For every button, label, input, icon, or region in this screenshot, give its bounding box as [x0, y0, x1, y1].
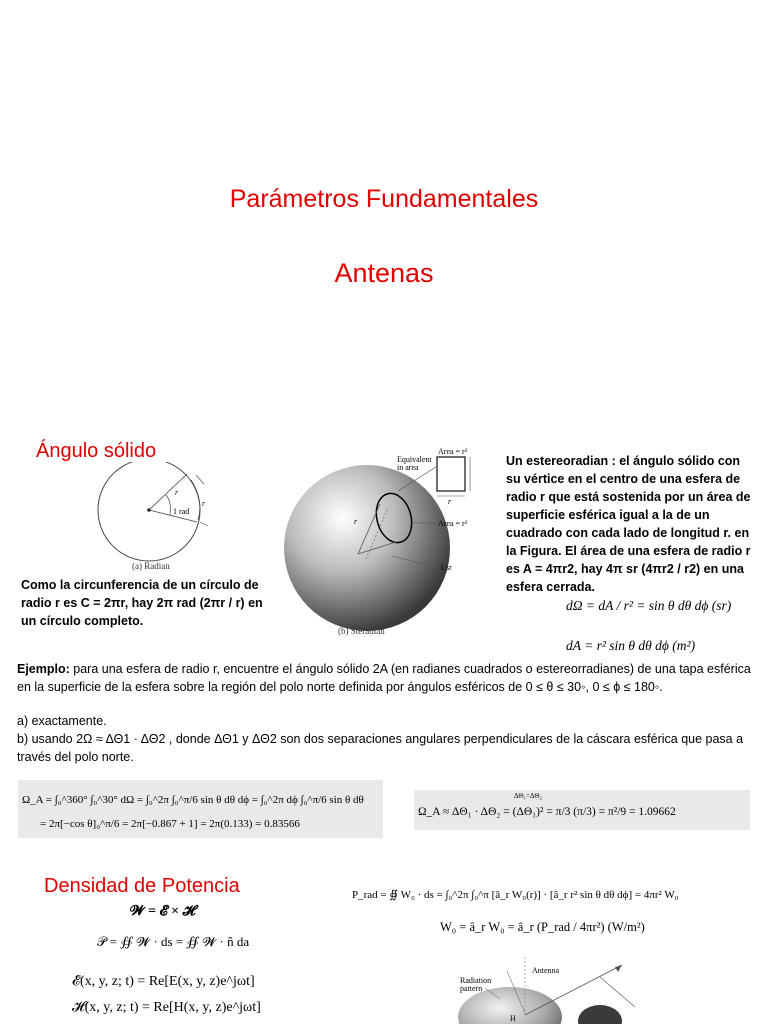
steradian-label-area1: Area = r²	[438, 447, 468, 456]
equation-e-field: 𝓔(x, y, z; t) = Re[E(x, y, z)e^jωt]	[72, 974, 255, 989]
equation-poynting: 𝓦 = 𝓔 × 𝓗	[130, 904, 196, 919]
page-title: Parámetros Fundamentales	[229, 185, 539, 213]
steradian-caption: (b) Steradian	[338, 626, 385, 636]
radian-label-rad: 1 rad	[173, 507, 190, 516]
radiation-label-radiation: Radiation	[460, 976, 492, 985]
equation-box-exact	[18, 780, 383, 838]
equation-d-omega: dΩ = dA / r² = sin θ dθ dϕ (sr)	[566, 598, 732, 613]
equation-power-integral: 𝒫 = ∯ 𝓦 · ds = ∯ 𝓦 · n̂ da	[97, 934, 250, 949]
steradian-label-equiv2: in area	[397, 463, 419, 472]
page-subtitle: Antenas	[334, 258, 434, 288]
steradian-label-equiv: Equivalent	[397, 455, 432, 464]
steradian-label-sr: 1 sr	[440, 563, 452, 572]
equation-approx-over: ΔΘ₁=ΔΘ₂	[514, 792, 542, 800]
steradian-figure	[280, 446, 495, 636]
radian-label-r1: r	[175, 488, 179, 497]
section-heading-solid-angle: Ángulo sólido	[36, 440, 157, 462]
example-text: para una esfera de radio r, encuentre el ángulo sólido 2A (en radianes cuadrados o estereorradianes) de una tapa esférica en la superficie de la esfera sobre la región del polo norte definida por ángulos esféricos de 0 ≤ θ ≤ 30◦, 0 ≤ ϕ ≤ 180◦.	[17, 662, 751, 694]
example-statement	[17, 660, 755, 696]
example-part-b: b) usando 2Ω ≈ ΔΘ1 · ΔΘ2 , donde ΔΘ1 y ΔΘ2 son dos separaciones angulares perpendiculares de la cáscara esférica que pasa a través del polo norte.	[17, 732, 744, 764]
equation-approx: Ω_A ≈ ΔΘ₁ · ΔΘ₂ = (ΔΘ₁)² = π/3 (π/3) = π²/9 = 1.09662	[418, 806, 676, 818]
radiation-label-h: H	[510, 1014, 516, 1023]
equation-box-approx	[414, 790, 750, 830]
equation-exact-line1: Ω_A = ∫₀^360° ∫₀^30° dΩ = ∫₀^2π ∫₀^π/6 sin θ dθ dϕ = ∫₀^2π dϕ ∫₀^π/6 sin θ dθ	[22, 794, 364, 806]
steradian-label-area2: Area = r²	[438, 519, 468, 528]
radian-explanation: Como la circunferencia de un círculo de radio r es C = 2πr, hay 2π rad (2πr / r) en un círculo completo.	[21, 578, 263, 628]
steradian-explanation: Un estereoradian : el ángulo sólido con su vértice en el centro de una esfera de radio r que está sostenida por un área de superficie esférica igual a la de un cuadrado con cada lado de longitud r. en la Figura. El área de una esfera de radio r es A = 4πr2, hay 4π sr (4πr2 / r2) en una esfera cerrada.	[506, 454, 751, 594]
equation-prad: P_rad = ∯ W₀ · ds = ∫₀^2π ∫₀^π [â_r W₀(r)] · [â_r r² sin θ dθ dϕ] = 4πr² W₀	[352, 889, 679, 901]
equation-w0: W₀ = â_r W₀ = â_r (P_rad / 4πr²) (W/m²)	[440, 920, 645, 934]
example-lead: Ejemplo:	[17, 662, 70, 676]
section-heading-power-density: Densidad de Potencia	[44, 875, 240, 897]
example-part-a: a) exactamente.	[17, 714, 107, 728]
radiation-label-antenna: Antenna	[532, 966, 560, 975]
equation-exact-line2: = 2π[−cos θ]₀^π/6 = 2π[−0.867 + 1] = 2π(0.133) = 0.83566	[40, 818, 300, 830]
radian-caption: (a) Radian	[132, 561, 170, 571]
steradian-label-r-bottom: r	[448, 497, 452, 506]
equation-h-field: 𝓗(x, y, z; t) = Re[H(x, y, z)e^jωt]	[72, 1000, 261, 1015]
radian-label-r2: r	[202, 499, 206, 508]
radiation-label-pattern: pattern	[460, 984, 483, 993]
radiation-pattern-figure	[440, 955, 650, 1024]
equation-d-area: dA = r² sin θ dθ dϕ (m²)	[566, 638, 696, 653]
steradian-label-r-left: r	[354, 517, 358, 526]
radian-figure	[92, 462, 212, 574]
